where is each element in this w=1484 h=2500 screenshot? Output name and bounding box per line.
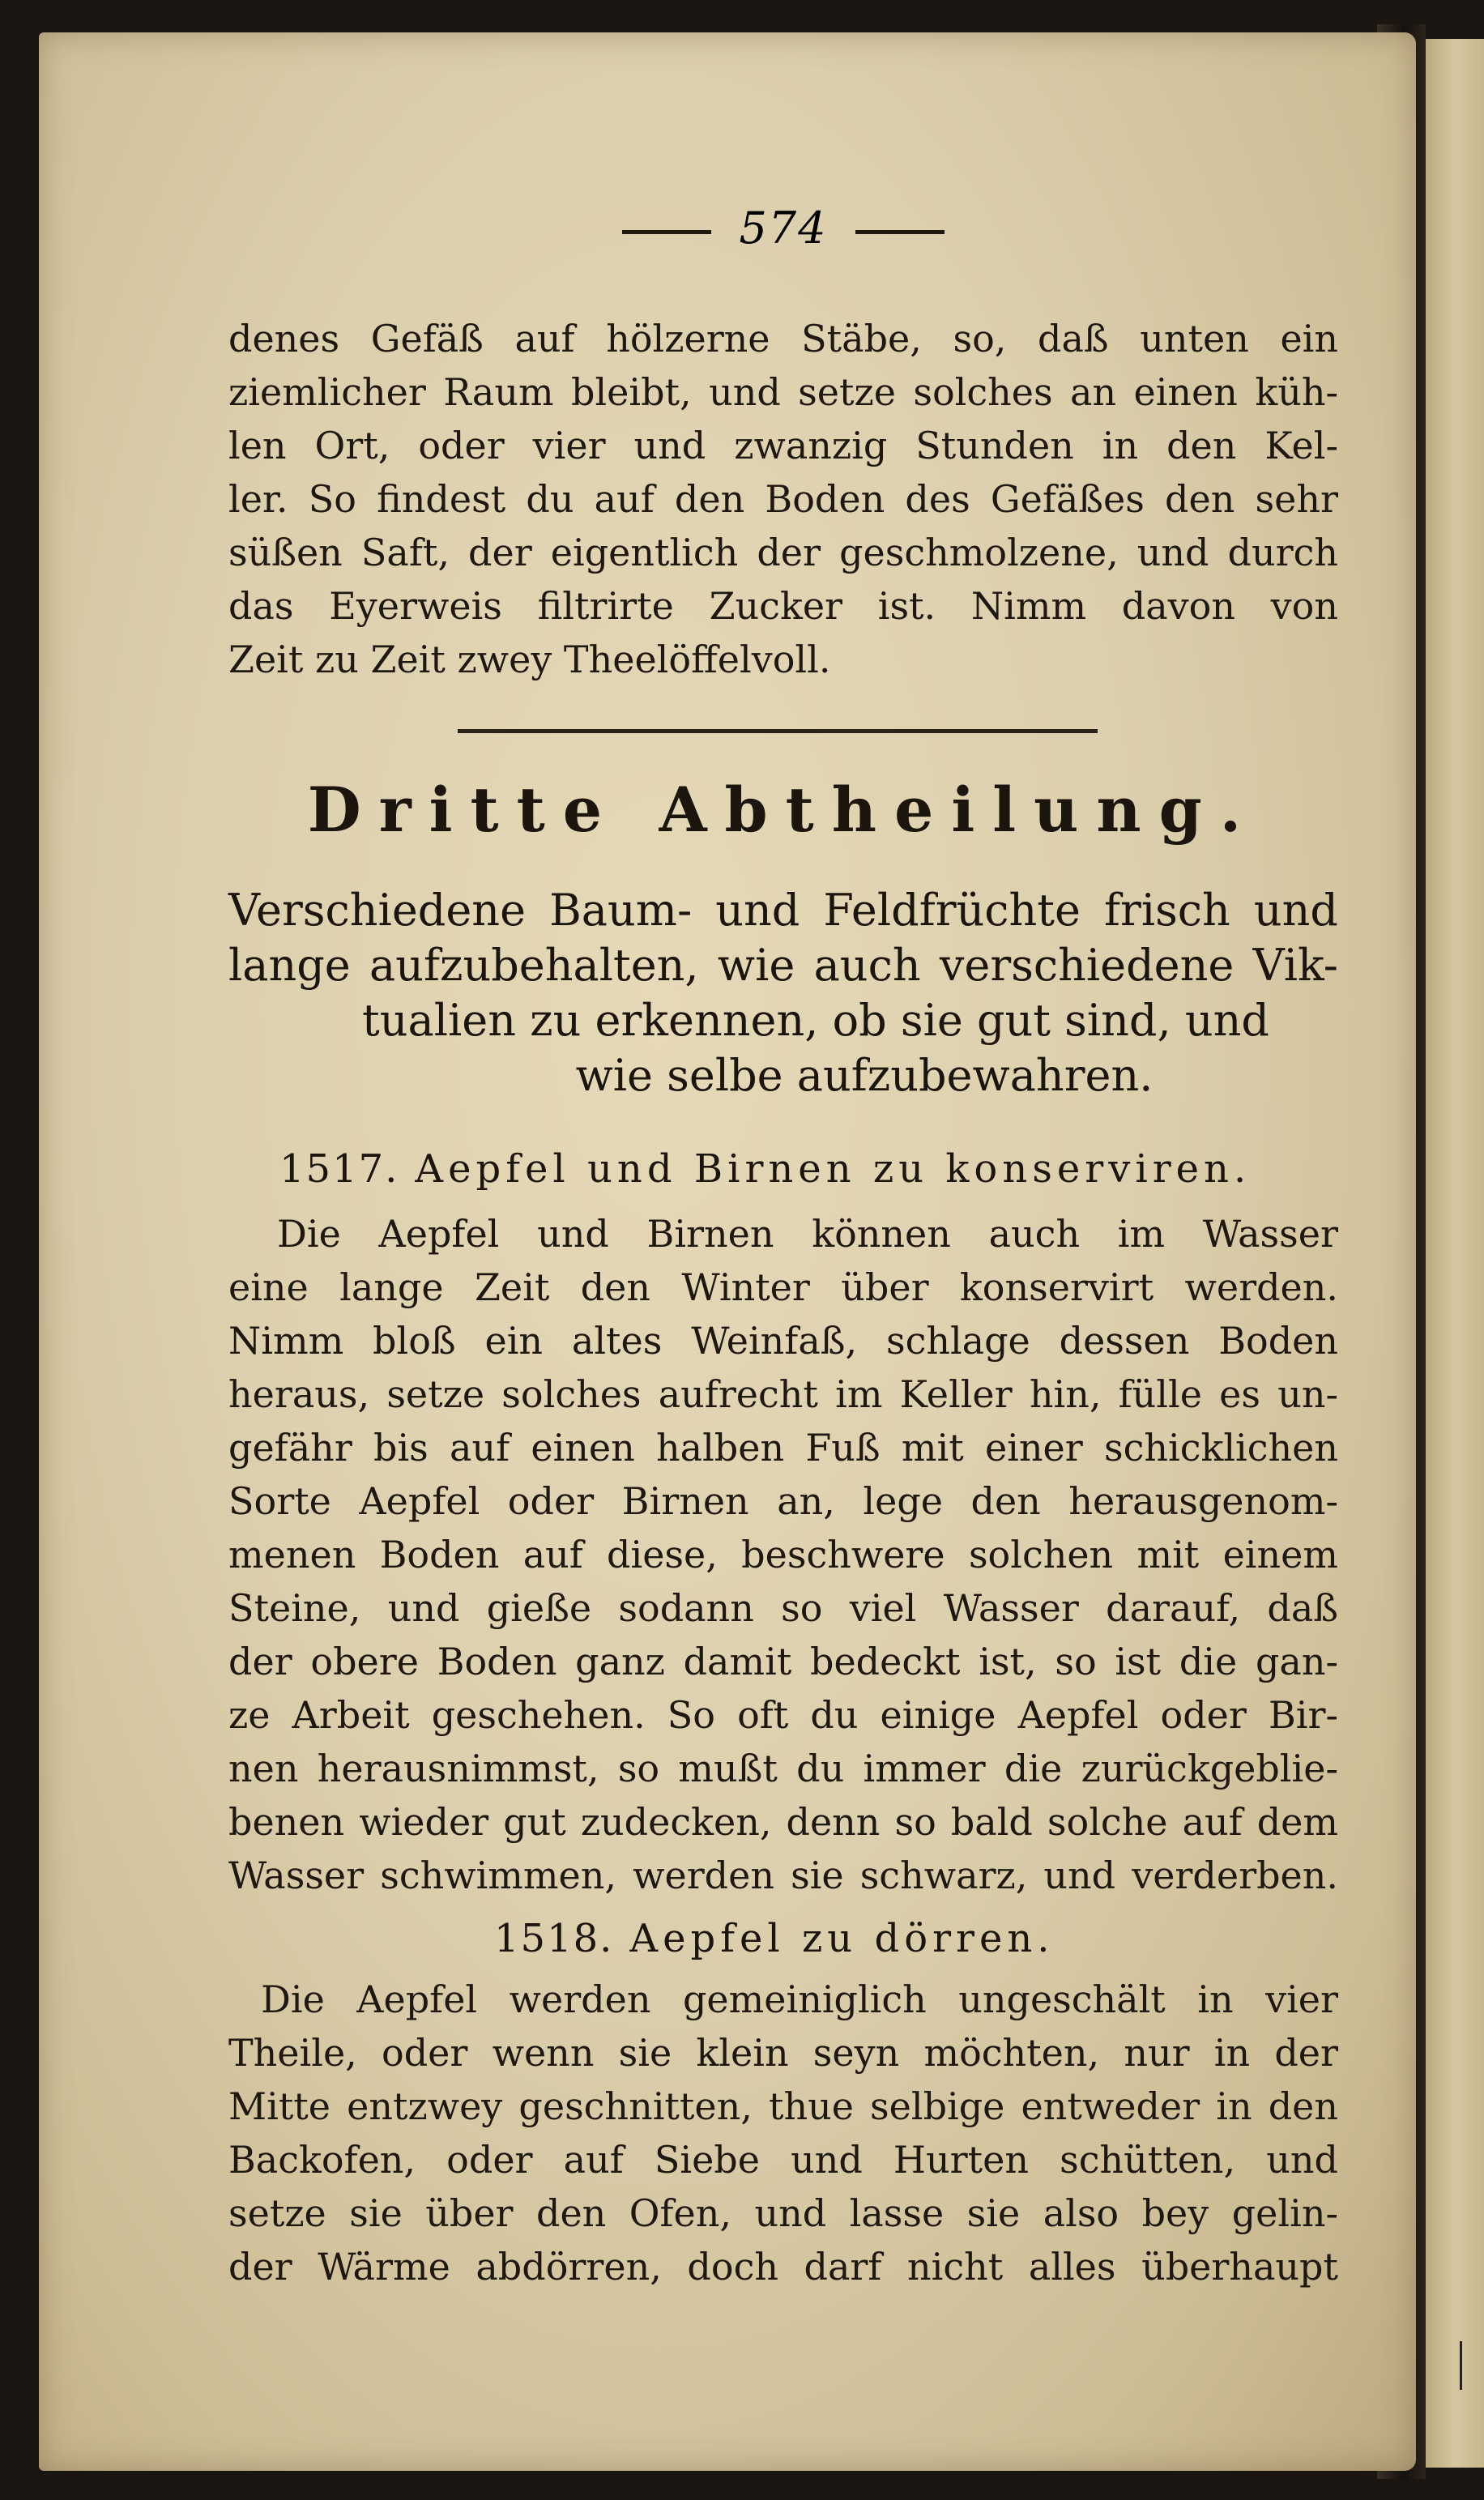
subtitle-line: tualien zu erkennen, ob sie gut sind, und bbox=[362, 995, 1269, 1046]
text-line: ler. So findest du auf den Boden des Gefäßes den sehr bbox=[228, 477, 1338, 521]
text-line: eine lange Zeit den Winter über konservirt werden. bbox=[228, 1265, 1338, 1309]
text-line: der Wärme abdörren, doch darf nicht alles überhaupt bbox=[228, 2245, 1338, 2289]
text-line: heraus, setze solches aufrecht im Keller hin, fülle es un- bbox=[228, 1372, 1338, 1416]
section-subtitle bbox=[228, 883, 1338, 1103]
text-line: Theile, oder wenn sie klein seyn möchten, nur in der bbox=[228, 2031, 1338, 2075]
subtitle-line: Verschiedene Baum- und Feldfrüchte frisch und bbox=[228, 885, 1338, 936]
text-line: nen herausnimmst, so mußt du immer die zurückgeblie- bbox=[228, 1747, 1338, 1790]
text-line: setze sie über den Ofen, und lasse sie also bey gelin- bbox=[228, 2191, 1338, 2235]
entry-heading-1517 bbox=[279, 1146, 1251, 1192]
text-line: len Ort, oder vier und zwanzig Stunden in den Kel- bbox=[228, 424, 1338, 467]
text-line: Die Aepfel werden gemeiniglich ungeschält in vier bbox=[261, 1977, 1338, 2021]
entry-title: Aepfel zu dörren. bbox=[629, 1916, 1055, 1961]
text-line: gefähr bis auf einen halben Fuß mit einer schicklichen bbox=[228, 1426, 1338, 1470]
text-line: ze Arbeit geschehen. So oft du einige Aepfel oder Bir- bbox=[228, 1693, 1338, 1737]
text-line: Steine, und gieße sodann so viel Wasser darauf, daß bbox=[228, 1586, 1338, 1630]
text-line: der obere Boden ganz damit bedeckt ist, so ist die gan- bbox=[228, 1640, 1338, 1683]
section-title: Dritte Abtheilung. bbox=[307, 774, 1260, 846]
page-header bbox=[228, 194, 1338, 267]
section-divider bbox=[458, 729, 1098, 733]
text-line: Zeit zu Zeit zwey Theelöffelvoll. bbox=[228, 638, 831, 681]
text-line: Wasser schwimmen, werden sie schwarz, und verderben. bbox=[228, 1854, 1338, 1897]
facing-page-edge bbox=[1426, 39, 1484, 2468]
entry-body-1517 bbox=[228, 1207, 1338, 1902]
text-line: menen Boden auf diese, beschwere solchen mit einem bbox=[228, 1533, 1338, 1576]
entry-title: Aepfel und Birnen zu konserviren. bbox=[415, 1146, 1252, 1192]
text-line: Backofen, oder auf Siebe und Hurten schütten, und bbox=[228, 2138, 1338, 2182]
facing-page-mark bbox=[1460, 2341, 1462, 2390]
text-line: Sorte Aepfel oder Birnen an, lege den herausgenom- bbox=[228, 1479, 1338, 1523]
text-line: Die Aepfel und Birnen können auch im Wasser bbox=[277, 1212, 1338, 1256]
continuation-paragraph bbox=[228, 312, 1338, 686]
text-line: ziemlicher Raum bleibt, und setze solches an einen küh- bbox=[228, 370, 1338, 414]
page-number: 574 bbox=[739, 203, 828, 254]
text-line: das Eyerweis filtrirte Zucker ist. Nimm davon von bbox=[228, 584, 1338, 628]
text-line: denes Gefäß auf hölzerne Stäbe, so, daß unten ein bbox=[228, 317, 1338, 360]
subtitle-line: wie selbe aufzubewahren. bbox=[575, 1050, 1154, 1101]
text-line: Mitte entzwey geschnitten, thue selbige entweder in den bbox=[228, 2084, 1338, 2128]
text-line: süßen Saft, der eigentlich der geschmolzene, und durch bbox=[228, 531, 1338, 574]
subtitle-line: lange aufzubehalten, wie auch verschiedene Vik- bbox=[228, 940, 1338, 991]
dash-right bbox=[855, 230, 945, 234]
entry-number: 1518. bbox=[494, 1916, 614, 1961]
text-line: Nimm bloß ein altes Weinfaß, schlage dessen Boden bbox=[228, 1319, 1338, 1363]
entry-body-1518 bbox=[228, 1973, 1338, 2293]
text-line: benen wieder gut zudecken, denn so bald solche auf dem bbox=[228, 1800, 1338, 1844]
dash-left bbox=[622, 230, 711, 234]
page-number-line bbox=[228, 203, 1338, 254]
entry-number: 1517. bbox=[279, 1146, 399, 1192]
entry-heading-1518 bbox=[494, 1916, 1055, 1961]
